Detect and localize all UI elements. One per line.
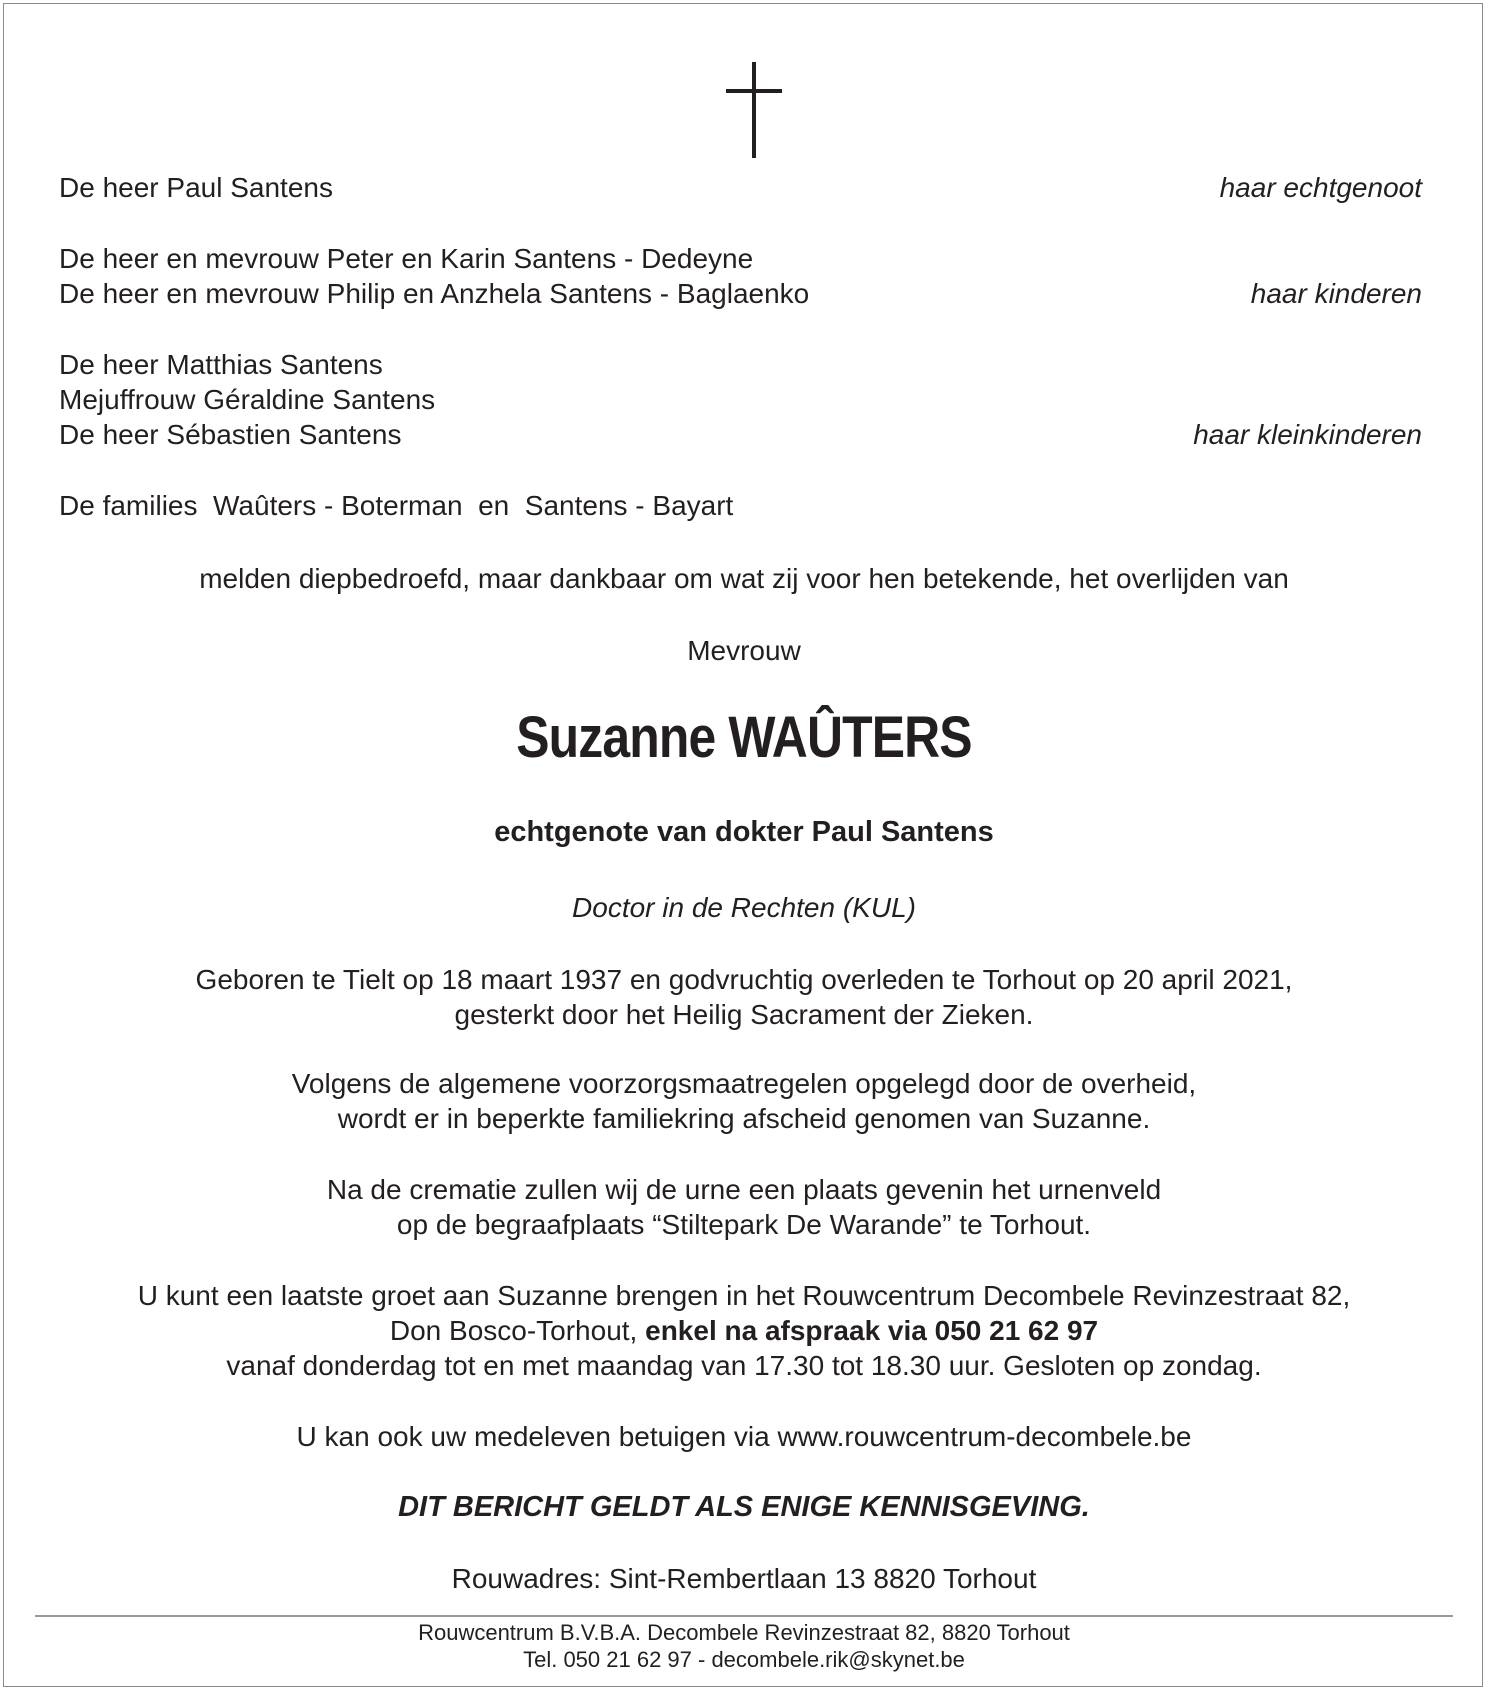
families-text: De families Waûters - Boterman en Santens - Bayart <box>59 490 734 521</box>
child-name: De heer en mevrouw Philip en Anzhela Santens - Baglaenko <box>59 278 810 309</box>
divider <box>35 1615 1453 1617</box>
grandchild-name: De heer Matthias Santens <box>59 349 383 380</box>
cremation-line-2: op de begraafplaats “Stiltepark De Warande” te Torhout. <box>396 1209 1092 1240</box>
condolence-text: U kan ook uw medeleven betuigen via www.rouwcentrum-decombele.be <box>296 1421 1192 1452</box>
appointment-text: enkel na afspraak via 050 21 62 97 <box>645 1315 1099 1346</box>
child-name: De heer en mevrouw Peter en Karin Santens - Dedeyne <box>59 243 754 274</box>
cremation-line-1: Na de crematie zullen wij de urne een plaats gevenin het urnenveld <box>326 1174 1162 1205</box>
cross-icon <box>726 62 782 158</box>
measures-line-2: wordt er in beperkte familiekring afscheid genomen van Suzanne. <box>337 1103 1151 1134</box>
title-text: Mevrouw <box>687 635 801 666</box>
deceased-name: Suzanne WAÛTERS <box>516 705 972 770</box>
intro-text: melden diepbedroefd, maar dankbaar om wat zij voor hen betekende, het overlijden van <box>199 563 1289 594</box>
birth-line-1: Geboren te Tielt op 18 maart 1937 en godvruchtig overleden te Torhout op 20 april 2021, <box>195 964 1293 995</box>
grandchild-name: De heer Sébastien Santens <box>59 419 402 450</box>
children-role: haar kinderen <box>1250 278 1422 309</box>
birth-line-2: gesterkt door het Heilig Sacrament der Zieken. <box>454 999 1034 1030</box>
degree-text: Doctor in de Rechten (KUL) <box>572 892 916 923</box>
spouse-name: De heer Paul Santens <box>59 172 333 203</box>
visit-line-3: vanaf donderdag tot en met maandag van 17.30 tot 18.30 uur. Gesloten op zondag. <box>226 1350 1262 1381</box>
measures-line-1: Volgens de algemene voorzorgsmaatregelen opgelegd door de overheid, <box>291 1068 1197 1099</box>
footer-line-1: Rouwcentrum B.V.B.A. Decombele Revinzestraat 82, 8820 Torhout <box>418 1620 1070 1645</box>
grandchildren-role: haar kleinkinderen <box>1193 419 1422 450</box>
address-text: Rouwadres: Sint-Rembertlaan 13 8820 Torhout <box>451 1563 1037 1594</box>
spouse-role: haar echtgenoot <box>1219 172 1422 203</box>
grandchild-name: Mejuffrouw Géraldine Santens <box>59 384 436 415</box>
visit-line-2 <box>0 1313 1488 1348</box>
visit-line-1: U kunt een laatste groet aan Suzanne brengen in het Rouwcentrum Decombele Revinzestraat 82, <box>137 1280 1351 1311</box>
spouse-line: echtgenote van dokter Paul Santens <box>494 816 994 848</box>
notice-text: DIT BERICHT GELDT ALS ENIGE KENNISGEVING. <box>398 1491 1090 1523</box>
visit-location: Don Bosco-Torhout, <box>389 1315 646 1346</box>
footer-line-2: Tel. 050 21 62 97 - decombele.rik@skynet.be <box>523 1647 965 1672</box>
